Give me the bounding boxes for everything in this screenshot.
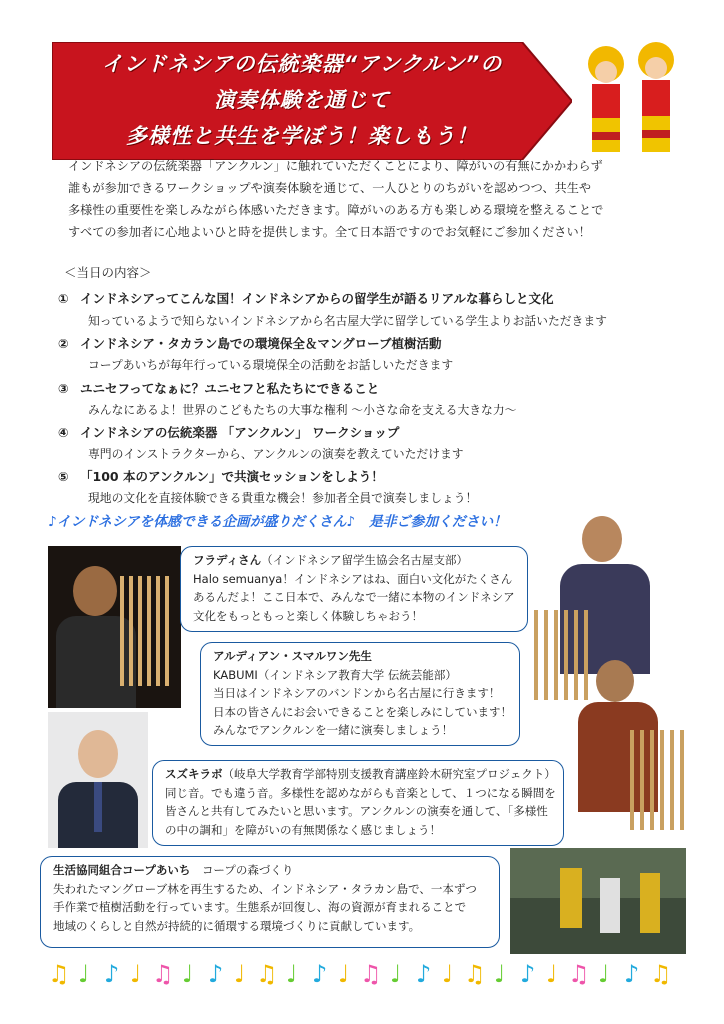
svg-text:♫: ♫ xyxy=(152,960,174,988)
agenda-item-title xyxy=(58,334,442,352)
title-line-3: 多様性と共生を学ぼう！楽しもう！ xyxy=(126,124,478,148)
performer-photo xyxy=(48,546,181,708)
agenda-item-desc: 現地の文化を直接体験できる貴重な機会！参加者全員で演奏しましょう！ xyxy=(88,491,478,505)
svg-text:♩: ♩ xyxy=(286,960,298,988)
agenda-num: ① xyxy=(58,291,69,306)
speaker-line: 文化をもっともっと楽しく体験しちゃおう！ xyxy=(193,608,423,623)
intro-line: 多様性の重要性を楽しみながら体感いただきます。障がいのある方も楽しめる環境を整えることで xyxy=(68,203,604,217)
agenda-heading: ＜当日の内容＞ xyxy=(64,265,152,280)
agenda-item-desc: 知っているようで知らないインドネシアから名古屋大学に留学している学生よりお話いただきます xyxy=(88,314,607,328)
speaker-org: （インドネシア留学生協会名古屋支部） xyxy=(261,553,468,567)
svg-text:♩: ♩ xyxy=(130,960,142,988)
tagline: ♪インドネシアを体感できる企画が盛りだくさん♪ 是非ご参加ください！ xyxy=(48,514,507,530)
agenda-title-text: インドネシアの伝統楽器 「アンクルン」 ワークショップ xyxy=(80,425,400,440)
speaker-line: みんなでアンクルンを一緒に演奏しましょう！ xyxy=(213,723,454,738)
coop-line: 手作業で植樹活動を行っています。生態系が回復し、海の資源が育まれることで xyxy=(53,900,467,915)
svg-text:♩: ♩ xyxy=(390,960,402,988)
agenda-item-desc: 専門のインストラクターから、アンクルンの演奏を教えていただけます xyxy=(88,447,464,461)
speaker-bubble xyxy=(200,642,520,746)
agenda-num: ④ xyxy=(58,425,69,440)
svg-text:♩: ♩ xyxy=(338,960,350,988)
agenda-title-text: インドネシアってこんな国！インドネシアからの留学生が語るリアルな暮らしと文化 xyxy=(80,291,554,306)
svg-text:♪: ♪ xyxy=(416,960,432,988)
agenda-item-title xyxy=(58,467,384,485)
agenda-title-text: 「100 本のアンクルン」で共演セッションをしよう！ xyxy=(80,469,384,484)
music-notes-decoration xyxy=(48,958,688,988)
speaker-org: KABUMI（インドネシア教育大学 伝統芸能部） xyxy=(213,667,457,682)
agenda-item-title xyxy=(58,289,554,307)
title-block xyxy=(52,42,552,160)
coop-subtitle: コープの森づくり xyxy=(201,863,294,877)
coop-line: 地域のくらしと自然が持続的に循環する環境づくりに貢献しています。 xyxy=(53,918,421,933)
speaker-name: スズキラボ xyxy=(165,767,223,781)
speaker-name: アルディアン・スマルワン先生 xyxy=(213,649,372,663)
svg-text:♫: ♫ xyxy=(650,960,672,988)
agenda-item-desc: みんなにあるよ！世界のこどもたちの大事な権利 ～小さな命を支える大きな力～ xyxy=(88,403,517,417)
agenda-title-text: インドネシア・タカラン島での環境保全＆マングローブ植樹活動 xyxy=(80,336,442,351)
speaker-line: 同じ音。でも違う音。多様性を認めながらも音楽として、１つになる瞬間を xyxy=(165,785,556,800)
speaker-line: 皆さんと共有してみたいと思います。アンクルンの演奏を通して、「多様性 xyxy=(165,804,548,819)
agenda-item-desc: コープあいちが毎年行っている環境保全の活動をお話しいただきます xyxy=(88,358,454,372)
svg-text:♩: ♩ xyxy=(182,960,194,988)
svg-text:♪: ♪ xyxy=(520,960,536,988)
svg-text:♩: ♩ xyxy=(442,960,454,988)
speaker-line: あるんだよ！ここ日本で、みんなで一緒に本物のインドネシア xyxy=(193,590,515,605)
speaker-line: Halo semuanya！インドネシアはね、面白い文化がたくさん xyxy=(193,571,513,586)
dancers-illustration xyxy=(578,42,688,154)
music-note-icon xyxy=(48,958,688,988)
agenda-title-text: ユニセフってなぁに？ユニセフと私たちにできること xyxy=(80,381,380,396)
svg-text:♩: ♩ xyxy=(78,960,90,988)
svg-text:♪: ♪ xyxy=(208,960,224,988)
agenda-item-title xyxy=(58,379,379,397)
svg-text:♩: ♩ xyxy=(234,960,246,988)
agenda-item-title xyxy=(58,423,399,441)
title-line-2: 演奏体験を通じて xyxy=(214,88,390,112)
coop-bubble xyxy=(40,856,500,948)
mangrove-photo xyxy=(510,848,686,954)
svg-text:♪: ♪ xyxy=(312,960,328,988)
intro-text xyxy=(68,155,688,243)
speaker-bubble xyxy=(180,546,528,632)
agenda-num: ③ xyxy=(58,381,69,396)
svg-text:♩: ♩ xyxy=(598,960,610,988)
svg-text:♩: ♩ xyxy=(494,960,506,988)
svg-text:♩: ♩ xyxy=(546,960,558,988)
intro-line: 誰もが参加できるワークショップや演奏体験を通じて、一人ひとりのちがいを認めつつ、共生や xyxy=(68,181,592,195)
speaker-name: フラディさん xyxy=(193,553,262,567)
speaker-bubble xyxy=(152,760,564,846)
speaker-org: （岐阜大学教育学部特別支援教育講座鈴木研究室プロジェクト） xyxy=(222,767,556,781)
coop-name: 生活協同組合コープあいち xyxy=(53,863,191,877)
agenda-num: ⑤ xyxy=(58,469,69,484)
svg-text:♪: ♪ xyxy=(104,960,120,988)
svg-text:♫: ♫ xyxy=(464,960,486,988)
speaker-line: の中の調和」を障がいの有無関係なく感じましょう！ xyxy=(165,822,441,837)
svg-text:♫: ♫ xyxy=(256,960,278,988)
speaker-line: 当日はインドネシアのバンドンから名古屋に行きます！ xyxy=(213,686,501,701)
intro-line: すべての参加者に心地よいひと時を提供します。全て日本語ですのでお気軽にご参加ください！ xyxy=(68,225,591,239)
intro-line: インドネシアの伝統楽器「アンクルン」に触れていただくことにより、障がいの有無にかかわらず xyxy=(68,159,603,173)
speaker-line: 日本の皆さんにお会いできることを楽しみにしています！ xyxy=(213,704,512,719)
coop-line: 失われたマングローブ林を再生するため、インドネシア・タラカン島で、一本ずつ xyxy=(53,881,477,896)
svg-text:♫: ♫ xyxy=(48,960,70,988)
title-line-1: インドネシアの伝統楽器“アンクルン”の xyxy=(101,52,503,76)
svg-text:♫: ♫ xyxy=(360,960,382,988)
agenda-num: ② xyxy=(58,336,69,351)
svg-text:♫: ♫ xyxy=(568,960,590,988)
portrait-photo xyxy=(48,712,148,848)
svg-text:♪: ♪ xyxy=(624,960,640,988)
